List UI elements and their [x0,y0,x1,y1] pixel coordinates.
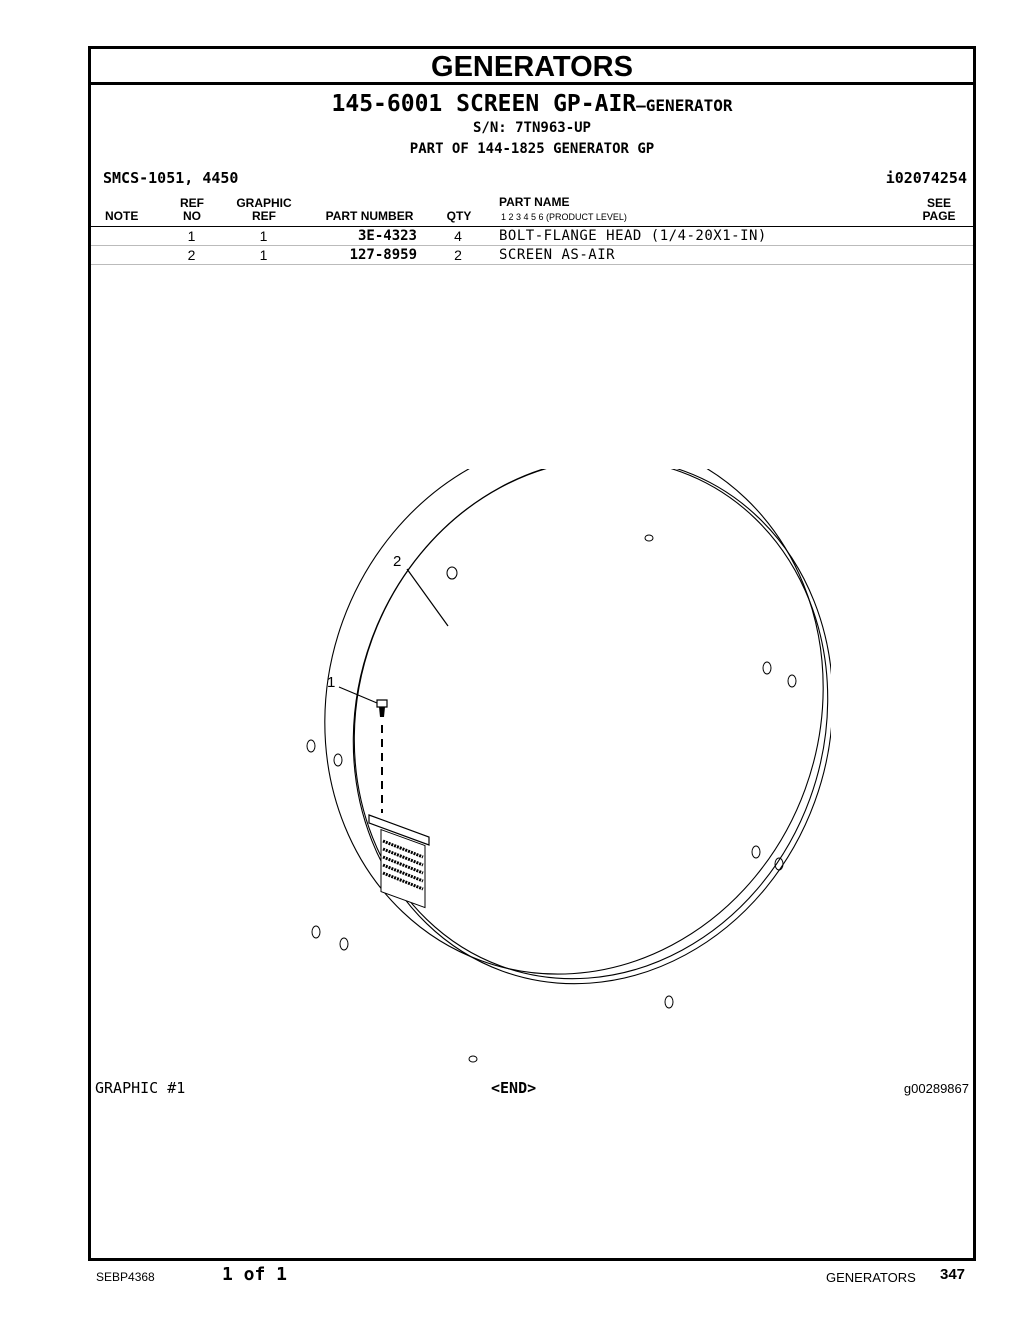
graphic-ref: 1 [259,228,268,244]
part-name: BOLT-FLANGE HEAD (1/4-20X1-IN) [499,228,767,244]
part-name: SCREEN AS-AIR [499,247,616,263]
header-product-levels: 1 2 3 4 5 6 (PRODUCT LEVEL) [501,212,627,222]
smcs-code: SMCS-1051, 4450 [103,169,239,187]
quantity: 4 [454,228,462,244]
part-of-label: PART OF 144-1825 GENERATOR GP [409,141,655,157]
header-graphic-top: GRAPHIC [236,196,292,210]
header-qty: QTY [446,209,472,223]
header-part-number: PART NUMBER [325,209,414,223]
header-note: NOTE [105,209,139,223]
end-label: <END> [491,1079,537,1097]
doc-number: SEBP4368 [96,1270,155,1284]
graphic-id: g00289867 [903,1081,969,1096]
section-title: GENERATORS [91,49,973,85]
callout-2: 2 [393,553,402,570]
part-number: 127-8959 [349,247,417,263]
header-graphic-bottom: REF [252,209,276,223]
footer-section: GENERATORS [826,1270,916,1285]
group-description: —GENERATOR [636,96,733,115]
callout-1: 1 [327,674,336,691]
ref-no: 2 [187,247,196,263]
graphic-label: GRAPHIC #1 [95,1079,186,1097]
table-row [91,227,973,246]
group-number: 145-6001 [331,91,443,117]
header-see-top: SEE [926,196,951,210]
header-see-bottom: PAGE [922,209,956,223]
group-name: SCREEN GP-AIR [456,91,637,117]
part-number: 3E-4323 [357,228,417,244]
ref-no: 1 [187,228,196,244]
info-id: i02074254 [885,169,967,187]
graphic-footer [95,1079,969,1099]
header-ref-bottom: NO [183,209,201,223]
page-count: 1 of 1 [222,1264,288,1285]
quantity: 2 [454,247,462,263]
header-part-name: PART NAME [499,195,570,209]
graphic-ref: 1 [259,247,268,263]
screen-ring [250,469,831,1052]
screen-joint-left [369,815,429,908]
smcs-row [103,169,967,189]
group-title [91,91,973,119]
serial-number: S/N: 7TN963-UP [472,120,591,136]
page-number: 347 [940,1266,966,1283]
header-ref-top: REF [180,196,204,210]
bolt-icon [377,700,387,813]
page-footer [0,1262,1020,1292]
table-header [91,194,973,227]
parts-illustration [231,469,831,1069]
page-frame [88,46,976,1261]
callout-leaders [339,569,448,703]
table-row [91,246,973,265]
